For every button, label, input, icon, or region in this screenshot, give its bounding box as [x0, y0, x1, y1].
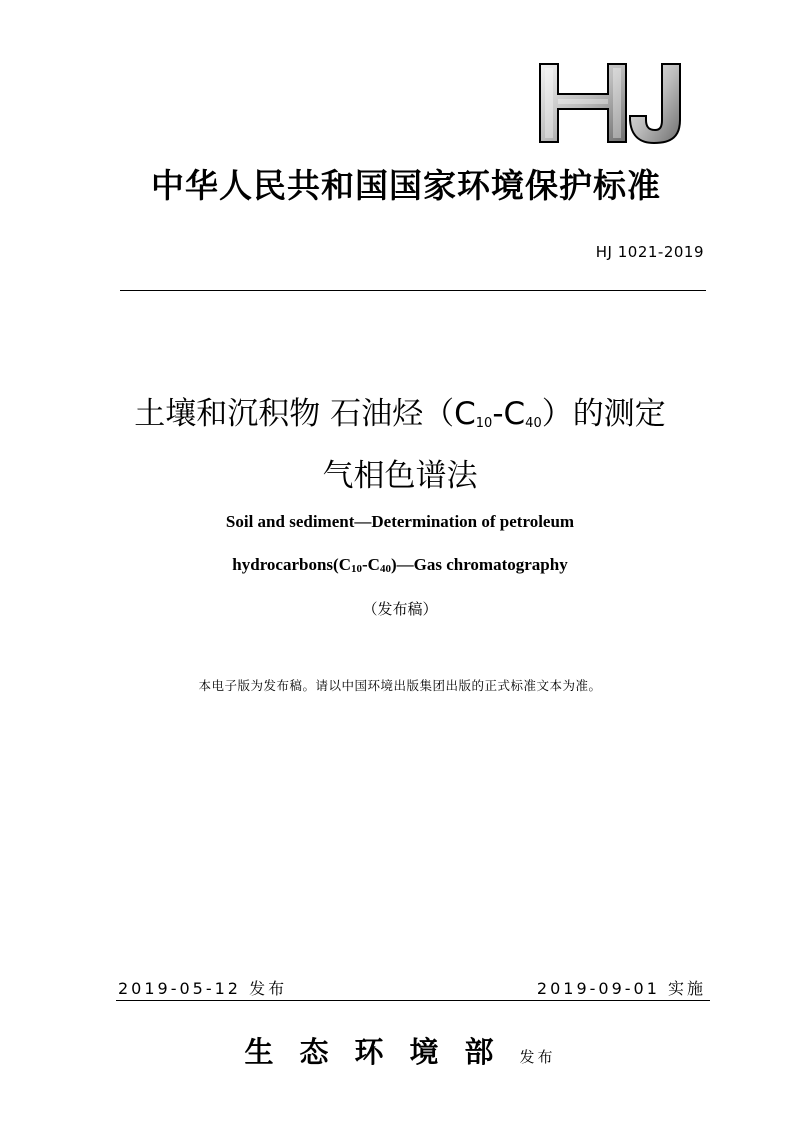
standard-number: HJ 1021-2019 [595, 243, 704, 261]
hj-logo [536, 62, 686, 144]
title-text: 土壤和沉积物 石油烃（C [134, 396, 476, 432]
english-title-line-1: Soil and sediment—Determination of petroleum [225, 512, 575, 531]
title-subscript: 10 [475, 416, 493, 431]
title-subscript: 40 [525, 416, 542, 431]
organization-name: 中华人民共和国国家环境保护标准 [151, 166, 661, 205]
english-title-subscript: 40 [379, 563, 391, 575]
english-title-subscript: 10 [350, 563, 362, 575]
edition-notice: 本电子版为发布稿。请以中国环境出版集团出版的正式标准文本为准。 [198, 678, 602, 693]
title-text: -C [492, 396, 526, 432]
english-title-text: hydrocarbons(C [232, 555, 351, 574]
effective-date: 2019-09-01 实施 [536, 979, 706, 998]
chinese-title-line-2: 气相色谱法 [322, 458, 478, 494]
release-date: 2019-05-12 发布 [118, 979, 288, 998]
top-divider [120, 290, 706, 291]
issuer-name: 生态环境部 [244, 1035, 520, 1069]
bottom-divider [116, 1000, 710, 1001]
chinese-title-line-1 [0, 388, 800, 433]
draft-label: （发布稿） [362, 600, 438, 618]
english-title-text: -C [361, 555, 380, 574]
english-title-line-2 [0, 555, 800, 575]
title-text: ）的测定 [541, 396, 666, 432]
issuer-suffix: 发布 [519, 1048, 556, 1066]
english-title-text: )—Gas chromatography [390, 555, 568, 574]
issuer-line [0, 1030, 800, 1071]
